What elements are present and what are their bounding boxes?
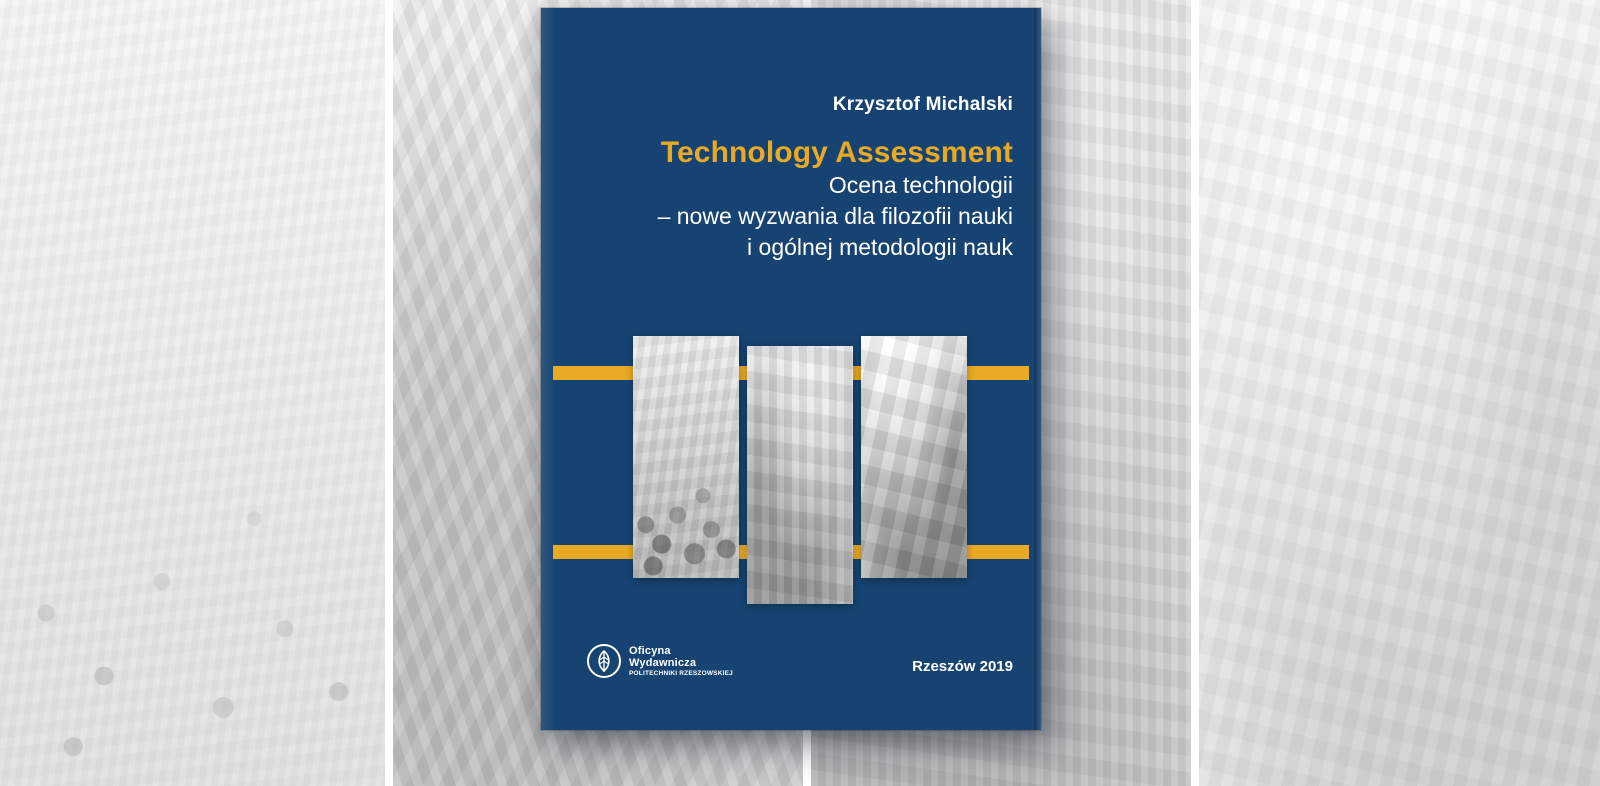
publisher-logo (587, 644, 733, 678)
protest-demonstration-photo (0, 0, 385, 786)
european-parliament-photo (1199, 0, 1600, 786)
strip-divider (1191, 0, 1199, 786)
cover-photo-reactor (747, 346, 853, 604)
background-strip-protest (0, 0, 385, 786)
cover-photo-protest (633, 336, 739, 578)
publisher-line-2: Wydawnicza (629, 657, 697, 670)
publisher-name (629, 645, 733, 677)
cover-photo-parliament (861, 336, 967, 578)
nuclear-reactor-ruins-photo (747, 346, 853, 604)
cover-author: Krzysztof Michalski (832, 94, 1013, 115)
cover-subtitle (573, 170, 1013, 263)
strip-divider (385, 0, 393, 786)
book-cover-content (541, 8, 1041, 730)
cover-subtitle-line-1: Ocena technologii (828, 172, 1013, 198)
cover-place-year: Rzeszów 2019 (912, 658, 1013, 675)
book-cover (541, 8, 1041, 730)
cover-subtitle-line-3: i ogólnej metodologii nauk (747, 234, 1013, 260)
cover-title-english: Technology Assessment (660, 136, 1013, 169)
publisher-line-1: Oficyna (629, 645, 671, 658)
background-strip-parliament (1199, 0, 1600, 786)
publisher-line-3: POLITECHNIKI RZESZOWSKIEJ (629, 669, 733, 677)
protest-demonstration-photo (633, 336, 739, 578)
european-parliament-photo (861, 336, 967, 578)
oficyna-wydawnicza-leaf-mark-icon (587, 644, 621, 678)
cover-subtitle-line-2: – nowe wyzwania dla filozofii nauki (657, 203, 1013, 229)
